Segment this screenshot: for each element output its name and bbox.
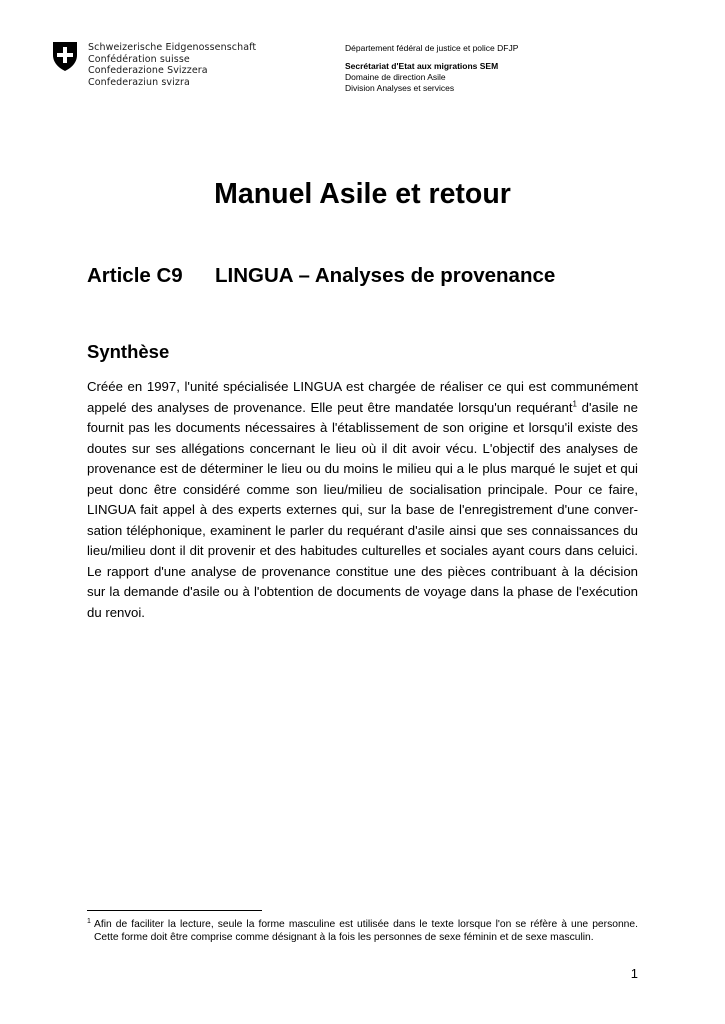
document-title: Manuel Asile et retour (214, 178, 511, 210)
confederation-name-fr: Confédération suisse (88, 53, 190, 65)
footnote-reference[interactable]: 1 (572, 399, 577, 409)
domain-name: Domaine de direction Asile (345, 72, 446, 82)
confederation-name-de: Schweizerische Eidgenossenschaft (88, 42, 257, 53)
synthesis-paragraph (87, 377, 638, 623)
article-number: Article C9 (87, 264, 183, 287)
section-heading: Synthèse (87, 341, 170, 362)
article-title: LINGUA – Analyses de provenance (215, 264, 556, 287)
footnote-separator (87, 910, 262, 911)
paragraph-text-part1: Créée en 1997, l'unité spécialisée LINGUA est chargée de réaliser ce qui est communément appelé des analyses de provenance. Elle peut être mandatée lorsqu'un requérant (87, 379, 638, 415)
confederation-name-it: Confederazione Svizzera (88, 65, 208, 77)
confederation-names (88, 42, 256, 88)
article-heading (87, 264, 555, 288)
footnote-text: Afin de faciliter la lecture, seule la forme masculine est utilisée dans le texte lorsque l'on se réfère à une personne. Cette forme doit être comprise comme désignant à la fois les personnes de sexe féminin et de sexe masculin. (94, 919, 638, 944)
swiss-coat-of-arms-icon (52, 41, 78, 72)
paragraph-text-part2: d'asile ne fournit pas les documents nécessaires à l'établissement de son origine et lorsqu'il existe des doutes sur ses allégations concernant le lieu où il dit avoir vécu. L'objectif des analyses de provenance est de déterminer le lieu ou du moins le milieu qui a le plus marqué le sujet et qui peut donc être considéré comme son lieu/milieu de socialisation principale. Pour ce faire, LINGUA fait appel à des experts externes qui, sur la base de l'enregistrement d'une conversation téléphonique, examinent le parler du requérant d'asile ainsi que ses connaissances du lieu/milieu dont il dit provenir et des habitudes culturelles et sociales ayant cours dans celuici. Le rapport d'une analyse de provenance constitue une des pièces contribuant à la décision sur la demande d'asile ou à l'obtention de documents de voyage dans la phase de l'exécution du renvoi. (87, 399, 638, 620)
department-name: Département fédéral de justice et police DFJP (345, 43, 519, 53)
footnote (87, 918, 638, 944)
confederation-name-rm: Confederaziun svizra (88, 76, 190, 88)
department-block (345, 43, 518, 94)
secretariat-name: Secrétariat d'Etat aux migrations SEM (345, 61, 499, 71)
division-name: Division Analyses et services (345, 83, 455, 93)
page-number: 1 (630, 966, 638, 981)
footnote-marker: 1 (87, 918, 91, 925)
